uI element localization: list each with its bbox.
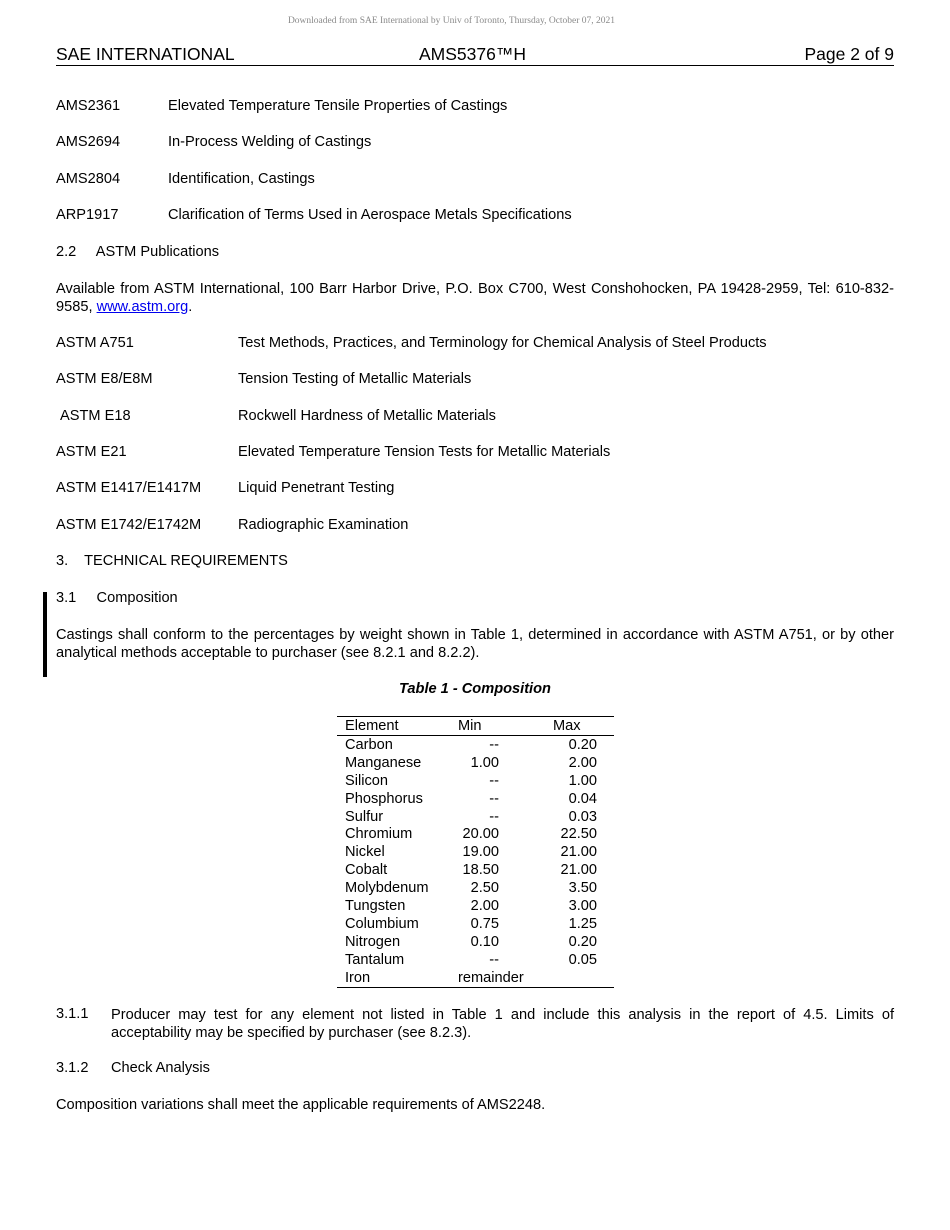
- cell-element: Molybdenum: [345, 880, 429, 897]
- table-row: [337, 737, 614, 755]
- astm-link[interactable]: www.astm.org: [96, 299, 189, 315]
- section-number-3-1-1: 3.1.1: [56, 1006, 89, 1022]
- cell-min: 2.50: [470, 880, 499, 897]
- ref-title: Test Methods, Practices, and Terminology for Chemical Analysis of Steel Products: [238, 335, 767, 351]
- cell-remainder: remainder: [458, 969, 524, 986]
- section-heading-3: 3. TECHNICAL REQUIREMENTS: [56, 553, 288, 569]
- cell-max: 0.20: [568, 737, 597, 753]
- table-row: [337, 898, 614, 916]
- table-row: [337, 916, 614, 934]
- ref-code: AMS2804: [56, 171, 121, 187]
- cell-min: --: [489, 951, 499, 968]
- cell-max: 0.20: [568, 933, 597, 950]
- cell-min: --: [489, 737, 499, 753]
- table-row: [337, 844, 614, 862]
- cell-min: 18.50: [462, 862, 499, 879]
- cell-min: 0.10: [470, 933, 499, 950]
- table-row: [337, 970, 614, 988]
- ref-title: Tension Testing of Metallic Materials: [238, 371, 472, 387]
- cell-max: 0.03: [568, 808, 597, 825]
- cell-element: Tungsten: [345, 898, 406, 915]
- page-header: [56, 44, 894, 66]
- table-row: [337, 952, 614, 970]
- ref-title: Radiographic Examination: [238, 517, 409, 533]
- table-caption: Table 1 - Composition: [399, 681, 551, 697]
- download-watermark: Downloaded from SAE International by Univ of Toronto, Thursday, October 07, 2021: [287, 16, 616, 26]
- ref-code: ASTM A751: [56, 335, 134, 351]
- ref-code: AMS2361: [56, 98, 121, 114]
- ref-title: Rockwell Hardness of Metallic Materials: [238, 408, 496, 424]
- cell-element: Sulfur: [345, 808, 384, 825]
- cell-element: Carbon: [345, 737, 393, 753]
- revision-change-bar: [43, 592, 47, 677]
- ref-code: ASTM E1417/E1417M: [56, 480, 202, 496]
- cell-max: 21.00: [560, 862, 597, 879]
- table-row: [337, 809, 614, 827]
- section-heading-2-2: 2.2 ASTM Publications: [56, 244, 220, 260]
- astm-availability-paragraph: [56, 280, 894, 316]
- header-doc-id: AMS5376™H: [419, 44, 526, 64]
- cell-max: 1.25: [568, 915, 597, 932]
- cell-element: Nitrogen: [345, 933, 401, 950]
- cell-max: 1.00: [568, 772, 597, 789]
- header-max: Max: [553, 718, 581, 734]
- cell-element: Phosphorus: [345, 790, 423, 807]
- header-page-number: Page 2 of 9: [804, 44, 894, 64]
- check-analysis-paragraph: Composition variations shall meet the applicable requirements of AMS2248.: [56, 1097, 546, 1113]
- header-min: Min: [458, 718, 482, 734]
- cell-element: Silicon: [345, 772, 388, 789]
- ref-title: Identification, Castings: [168, 171, 315, 187]
- ref-title: Elevated Temperature Tension Tests for Metallic Materials: [238, 444, 611, 460]
- section-text-3-1-1: Producer may test for any element not listed in Table 1 and include this analysis in the report of 4.5. Limits of acceptability may be specified by purchaser (see 8.2.3).: [111, 1007, 894, 1041]
- cell-element: Columbium: [345, 915, 419, 932]
- cell-element: Iron: [345, 969, 371, 986]
- cell-element: Cobalt: [345, 862, 388, 879]
- composition-table: [337, 716, 614, 988]
- cell-max: 3.50: [568, 880, 597, 897]
- table-header-row: [337, 717, 614, 736]
- table-row: [337, 773, 614, 791]
- table-row: [337, 862, 614, 880]
- cell-element: Tantalum: [345, 951, 405, 968]
- cell-min: 20.00: [462, 826, 499, 843]
- cell-max: 0.04: [568, 790, 597, 807]
- ref-code: AMS2694: [56, 134, 121, 150]
- cell-min: --: [489, 790, 499, 807]
- section-heading-3-1: 3.1 Composition: [56, 590, 178, 606]
- header-org: SAE INTERNATIONAL: [56, 44, 235, 64]
- table-body: [337, 736, 614, 987]
- cell-min: --: [489, 808, 499, 825]
- ref-code: ASTM E1742/E1742M: [56, 517, 202, 533]
- cell-max: 2.00: [568, 754, 597, 771]
- header-element: Element: [345, 718, 399, 734]
- cell-min: 19.00: [462, 844, 499, 861]
- ref-code: ASTM E8/E8M: [56, 371, 153, 387]
- section-number-3-1-2: 3.1.2: [56, 1060, 89, 1076]
- cell-min: 0.75: [470, 915, 499, 932]
- cell-max: 3.00: [568, 898, 597, 915]
- ref-title: In-Process Welding of Castings: [168, 134, 372, 150]
- cell-min: 2.00: [470, 898, 499, 915]
- cell-element: Manganese: [345, 754, 422, 771]
- ref-title: Clarification of Terms Used in Aerospace Metals Specifications: [168, 207, 572, 223]
- cell-min: 1.00: [470, 754, 499, 771]
- table-row: [337, 791, 614, 809]
- link-suffix: .: [188, 299, 193, 315]
- cell-element: Chromium: [345, 826, 413, 843]
- table-row: [337, 880, 614, 898]
- section-heading-3-1-2: Check Analysis: [111, 1060, 210, 1076]
- ref-code: ASTM E18: [60, 408, 131, 424]
- cell-max: 0.05: [568, 951, 597, 968]
- ref-title: Liquid Penetrant Testing: [238, 480, 395, 496]
- table-row: [337, 826, 614, 844]
- ref-code: ARP1917: [56, 207, 119, 223]
- table-row: [337, 934, 614, 952]
- ref-code: ASTM E21: [56, 444, 127, 460]
- cell-min: --: [489, 772, 499, 789]
- cell-element: Nickel: [345, 844, 385, 861]
- cell-max: 22.50: [560, 826, 597, 843]
- cell-max: 21.00: [560, 844, 597, 861]
- availability-text: Available from ASTM International, 100 Barr Harbor Drive, P.O. Box C700, West Conshohocken, PA 19428-2959, Tel: 610-832-9585,: [56, 281, 894, 315]
- composition-paragraph: Castings shall conform to the percentages by weight shown in Table 1, determined in accordance with ASTM A751, or by other analytical methods acceptable to purchaser (see 8.2.1 and 8.2.2).: [56, 627, 894, 661]
- ref-title: Elevated Temperature Tensile Properties of Castings: [168, 98, 508, 114]
- table-row: [337, 755, 614, 773]
